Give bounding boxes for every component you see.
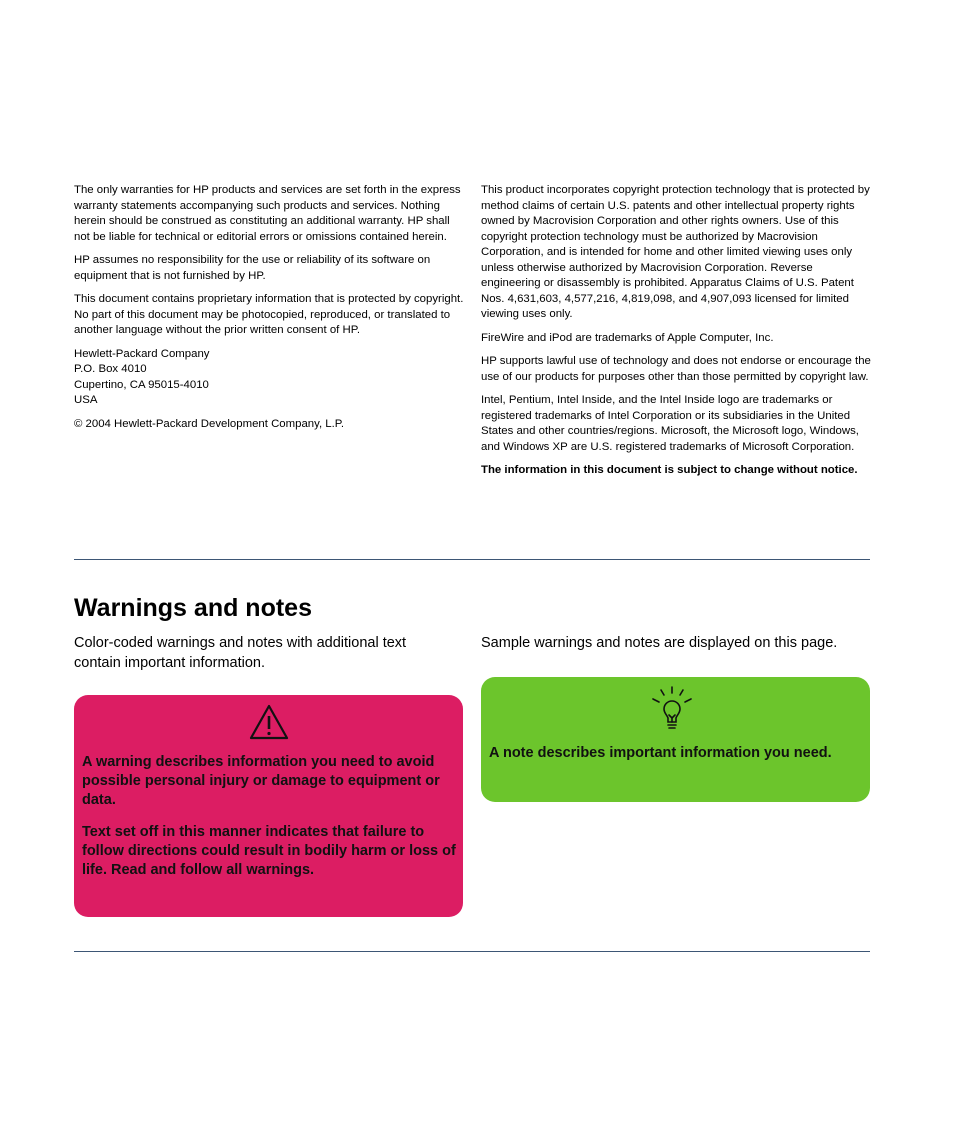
section-title: Warnings and notes <box>74 594 312 622</box>
company-address <box>74 347 466 409</box>
warning-paragraph-2: Text set off in this manner indicates that failure to follow directions could result in bodily harm or loss of life. Read and follow all warnings. <box>82 824 456 878</box>
intel-microsoft-trademark-paragraph: Intel, Pentium, Intel Inside, and the Intel Inside logo are trademarks or registered trademarks of Intel Corporation or its subsidiaries in the United States and other countries/regions. Microsoft, the Microsoft logo, Windows, and Windows XP are U.S. registered trademarks of Microsoft Corporation. <box>481 394 859 453</box>
warning-text <box>82 753 457 893</box>
intro-right-text: Sample warnings and notes are displayed on this page. <box>481 635 838 651</box>
macrovision-paragraph: This product incorporates copyright protection technology that is protected by method claims of certain U.S. patents and other intellectual property rights owned by Macrovision Corporation and other rights owners. Use of this copyright protection technology must be authorized by Macrovision Corporation, and is intended for home and other limited viewing uses only unless otherwise authorized by Macrovision Corporation. Reverse engineering or disassembly is prohibited. Apparatus Claims of U.S. Patent Nos. 4,631,603, 4,577,216, 4,819,098, and 4,907,093 licensed for limited viewing uses only. <box>481 184 870 320</box>
copyright-line: © 2004 Hewlett-Packard Development Company, L.P. <box>74 417 345 430</box>
lightbulb-icon <box>647 685 697 737</box>
warning-triangle-icon <box>248 703 290 741</box>
legal-right-column <box>481 183 873 487</box>
address-city: Cupertino, CA 95015-4010 <box>74 378 209 391</box>
change-notice: The information in this document is subject to change without notice. <box>481 464 858 476</box>
legal-left-column <box>74 183 466 440</box>
note-text: A note describes important information you need. <box>489 745 832 761</box>
address-company: Hewlett-Packard Company <box>74 347 210 360</box>
responsibility-paragraph: HP assumes no responsibility for the use or reliability of its software on equipment that is not furnished by HP. <box>74 254 431 282</box>
lawful-use-paragraph: HP supports lawful use of technology and does not endorse or encourage the use of our products for purposes other than those permitted by copyright law. <box>481 355 871 383</box>
warning-box <box>74 695 463 917</box>
apple-trademark-paragraph: FireWire and iPod are trademarks of Apple Computer, Inc. <box>481 331 774 344</box>
note-box <box>481 677 870 802</box>
proprietary-paragraph: This document contains proprietary information that is protected by copyright. No part of this document may be photocopied, reproduced, or translated to another language without the prior written consent of HP. <box>74 293 464 336</box>
warning-paragraph-1: A warning describes information you need to avoid possible personal injury or damage to equipment or data. <box>82 754 440 808</box>
divider-bottom <box>74 951 870 952</box>
divider-top <box>74 559 870 560</box>
warranty-paragraph: The only warranties for HP products and services are set forth in the express warranty statements accompanying such products and services. Nothing herein should be construed as constituting an additional warranty. HP shall not be liable for technical or editorial errors or omissions contained herein. <box>74 184 461 243</box>
address-country: USA <box>74 394 98 406</box>
address-po-box: P.O. Box 4010 <box>74 363 147 375</box>
intro-left-text: Color-coded warnings and notes with additional text contain important information. <box>74 635 407 671</box>
